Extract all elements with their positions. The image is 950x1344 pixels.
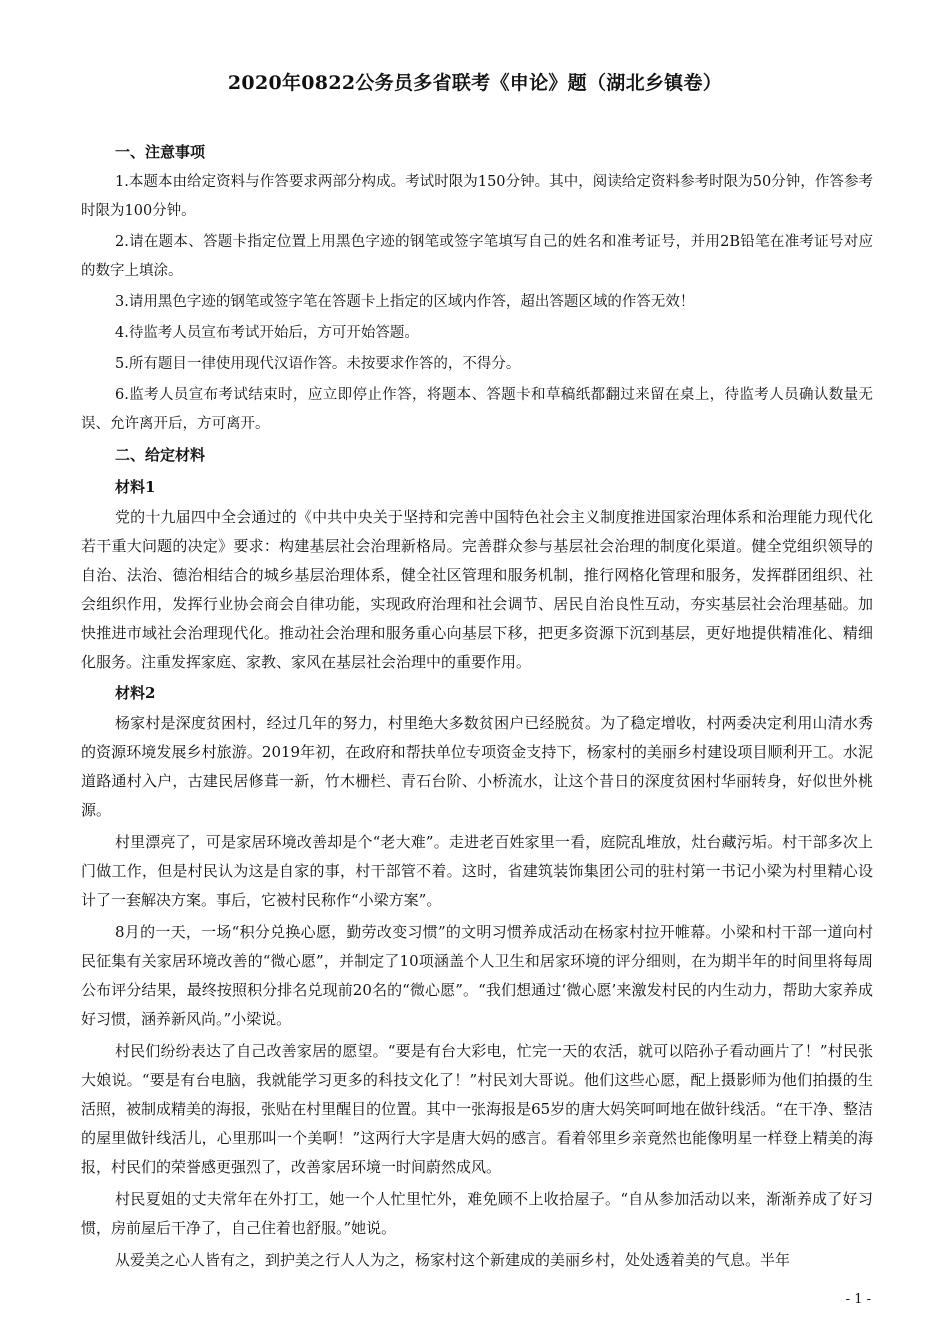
material-2-paragraph: 村民们纷纷表达了自己改善家居的愿望。“要是有台大彩电，忙完一天的农活，就可以陪孙子看动画片了！”村民张大娘说。“要是有台电脑，我就能学习更多的科技文化了！”村民刘大哥说。他们这些心愿，配上摄影师为他们拍摄的生活照，被制成精美的海报，张贴在村里醒目的位置。其中一张海报是65岁的唐大妈笑呵呵地在做针线活。“在干净、整洁的屋里做针线活儿，心里那叫一个美啊！”这两行大字是唐大妈的感言。看着邻里乡亲竟然也能像明星一样登上精美的海报，村民们的荣誉感更强烈了，改善家居环境一时间蔚然成风。: [81, 1042, 873, 1176]
material-2-paragraph: 村里漂亮了，可是家居环境改善却是个“老大难”。走进老百姓家里一看，庭院乱堆放，灶台藏污垢。村干部多次上门做工作，但是村民认为这是自家的事，村干部管不着。这时，省建筑装饰集团公司的驻村第一书记小梁为村里精心设计了一套解决方案。事后，它被村民称作“小梁方案”。: [81, 833, 873, 909]
material-1-heading: 材料1: [115, 478, 156, 496]
material-2-paragraph: 村民夏姐的丈夫常年在外打工，她一个人忙里忙外，难免顾不上收拾屋子。“自从参加活动以来，渐渐养成了好习惯，房前屋后干净了，自己住着也舒服。”她说。: [81, 1190, 873, 1237]
page-number: - 1 -: [845, 1292, 871, 1307]
document-body: [81, 136, 873, 1275]
material-2-paragraph: 从爱美之心人皆有之，到护美之行人人为之，杨家村这个新建成的美丽乡村，处处透着美的气息。半年: [115, 1251, 791, 1269]
notice-item: 4.待监考人员宣布考试开始后，方可开始答题。: [115, 325, 419, 341]
notice-item: 6.监考人员宣布考试结束时，应立即停止作答，将题本、答题卡和草稿纸都翻过来留在桌上，待监考人员确认数量无误、允许离开后，方可离开。: [81, 387, 873, 432]
notice-item: 2.请在题本、答题卡指定位置上用黑色字迹的钢笔或签字笔填写自己的姓名和准考证号，并用2B铅笔在准考证号对应的数字上填涂。: [81, 234, 873, 279]
material-1-paragraph: 党的十九届四中全会通过的《中共中央关于坚持和完善中国特色社会主义制度推进国家治理体系和治理能力现代化若干重大问题的决定》要求：构建基层社会治理新格局。完善群众参与基层社会治理的制度化渠道。健全党组织领导的自治、法治、德治相结合的城乡基层治理体系，健全社区管理和服务机制，推行网格化管理和服务，发挥群团组织、社会组织作用，发挥行业协会商会自律功能，实现政府治理和社会调节、居民自治良性互动，夯实基层社会治理基础。加快推进市域社会治理现代化。推动社会治理和服务重心向基层下移，把更多资源下沉到基层，更好地提供精准化、精细化服务。注重发挥家庭、家教、家风在基层社会治理中的重要作用。: [81, 508, 873, 671]
materials-heading: 二、给定材料: [115, 446, 206, 464]
material-2-paragraph: 8月的一天，一场“积分兑换心愿，勤劳改变习惯”的文明习惯养成活动在杨家村拉开帷幕。小梁和村干部一道向村民征集有关家居环境改善的“微心愿”，并制定了10项涵盖个人卫生和居家环境的评分细则，在为期半年的时间里将每周公布评分结果，最终按照积分排名兑现前20名的“微心愿”。“我们想通过‘微心愿’来激发村民的内生动力，帮助大家养成好习惯，涵养新风尚。”小梁说。: [81, 923, 873, 1028]
material-2-paragraph: 杨家村是深度贫困村，经过几年的努力，村里绝大多数贫困户已经脱贫。为了稳定增收，村两委决定利用山清水秀的资源环境发展乡村旅游。2019年初，在政府和帮扶单位专项资金支持下，杨家村的美丽乡村建设项目顺利开工。水泥道路通村入户，古建民居修葺一新，竹木栅栏、青石台阶、小桥流水，让这个昔日的深度贫困村华丽转身，好似世外桃源。: [81, 714, 873, 819]
material-2-heading: 材料2: [115, 684, 156, 702]
notice-heading: 一、注意事项: [115, 143, 206, 161]
notice-item: 1.本题本由给定资料与作答要求两部分构成。考试时限为150分钟。其中，阅读给定资料参考时限为50分钟，作答参考时限为100分钟。: [81, 174, 873, 219]
page-title: 2020年0822公务员多省联考《申论》题（湖北乡镇卷）: [227, 72, 723, 94]
notice-item: 3.请用黑色字迹的钢笔或签字笔在答题卡上指定的区域内作答，超出答题区域的作答无效！: [115, 294, 695, 310]
notice-item: 5.所有题目一律使用现代汉语作答。未按要求作答的，不得分。: [115, 356, 521, 372]
